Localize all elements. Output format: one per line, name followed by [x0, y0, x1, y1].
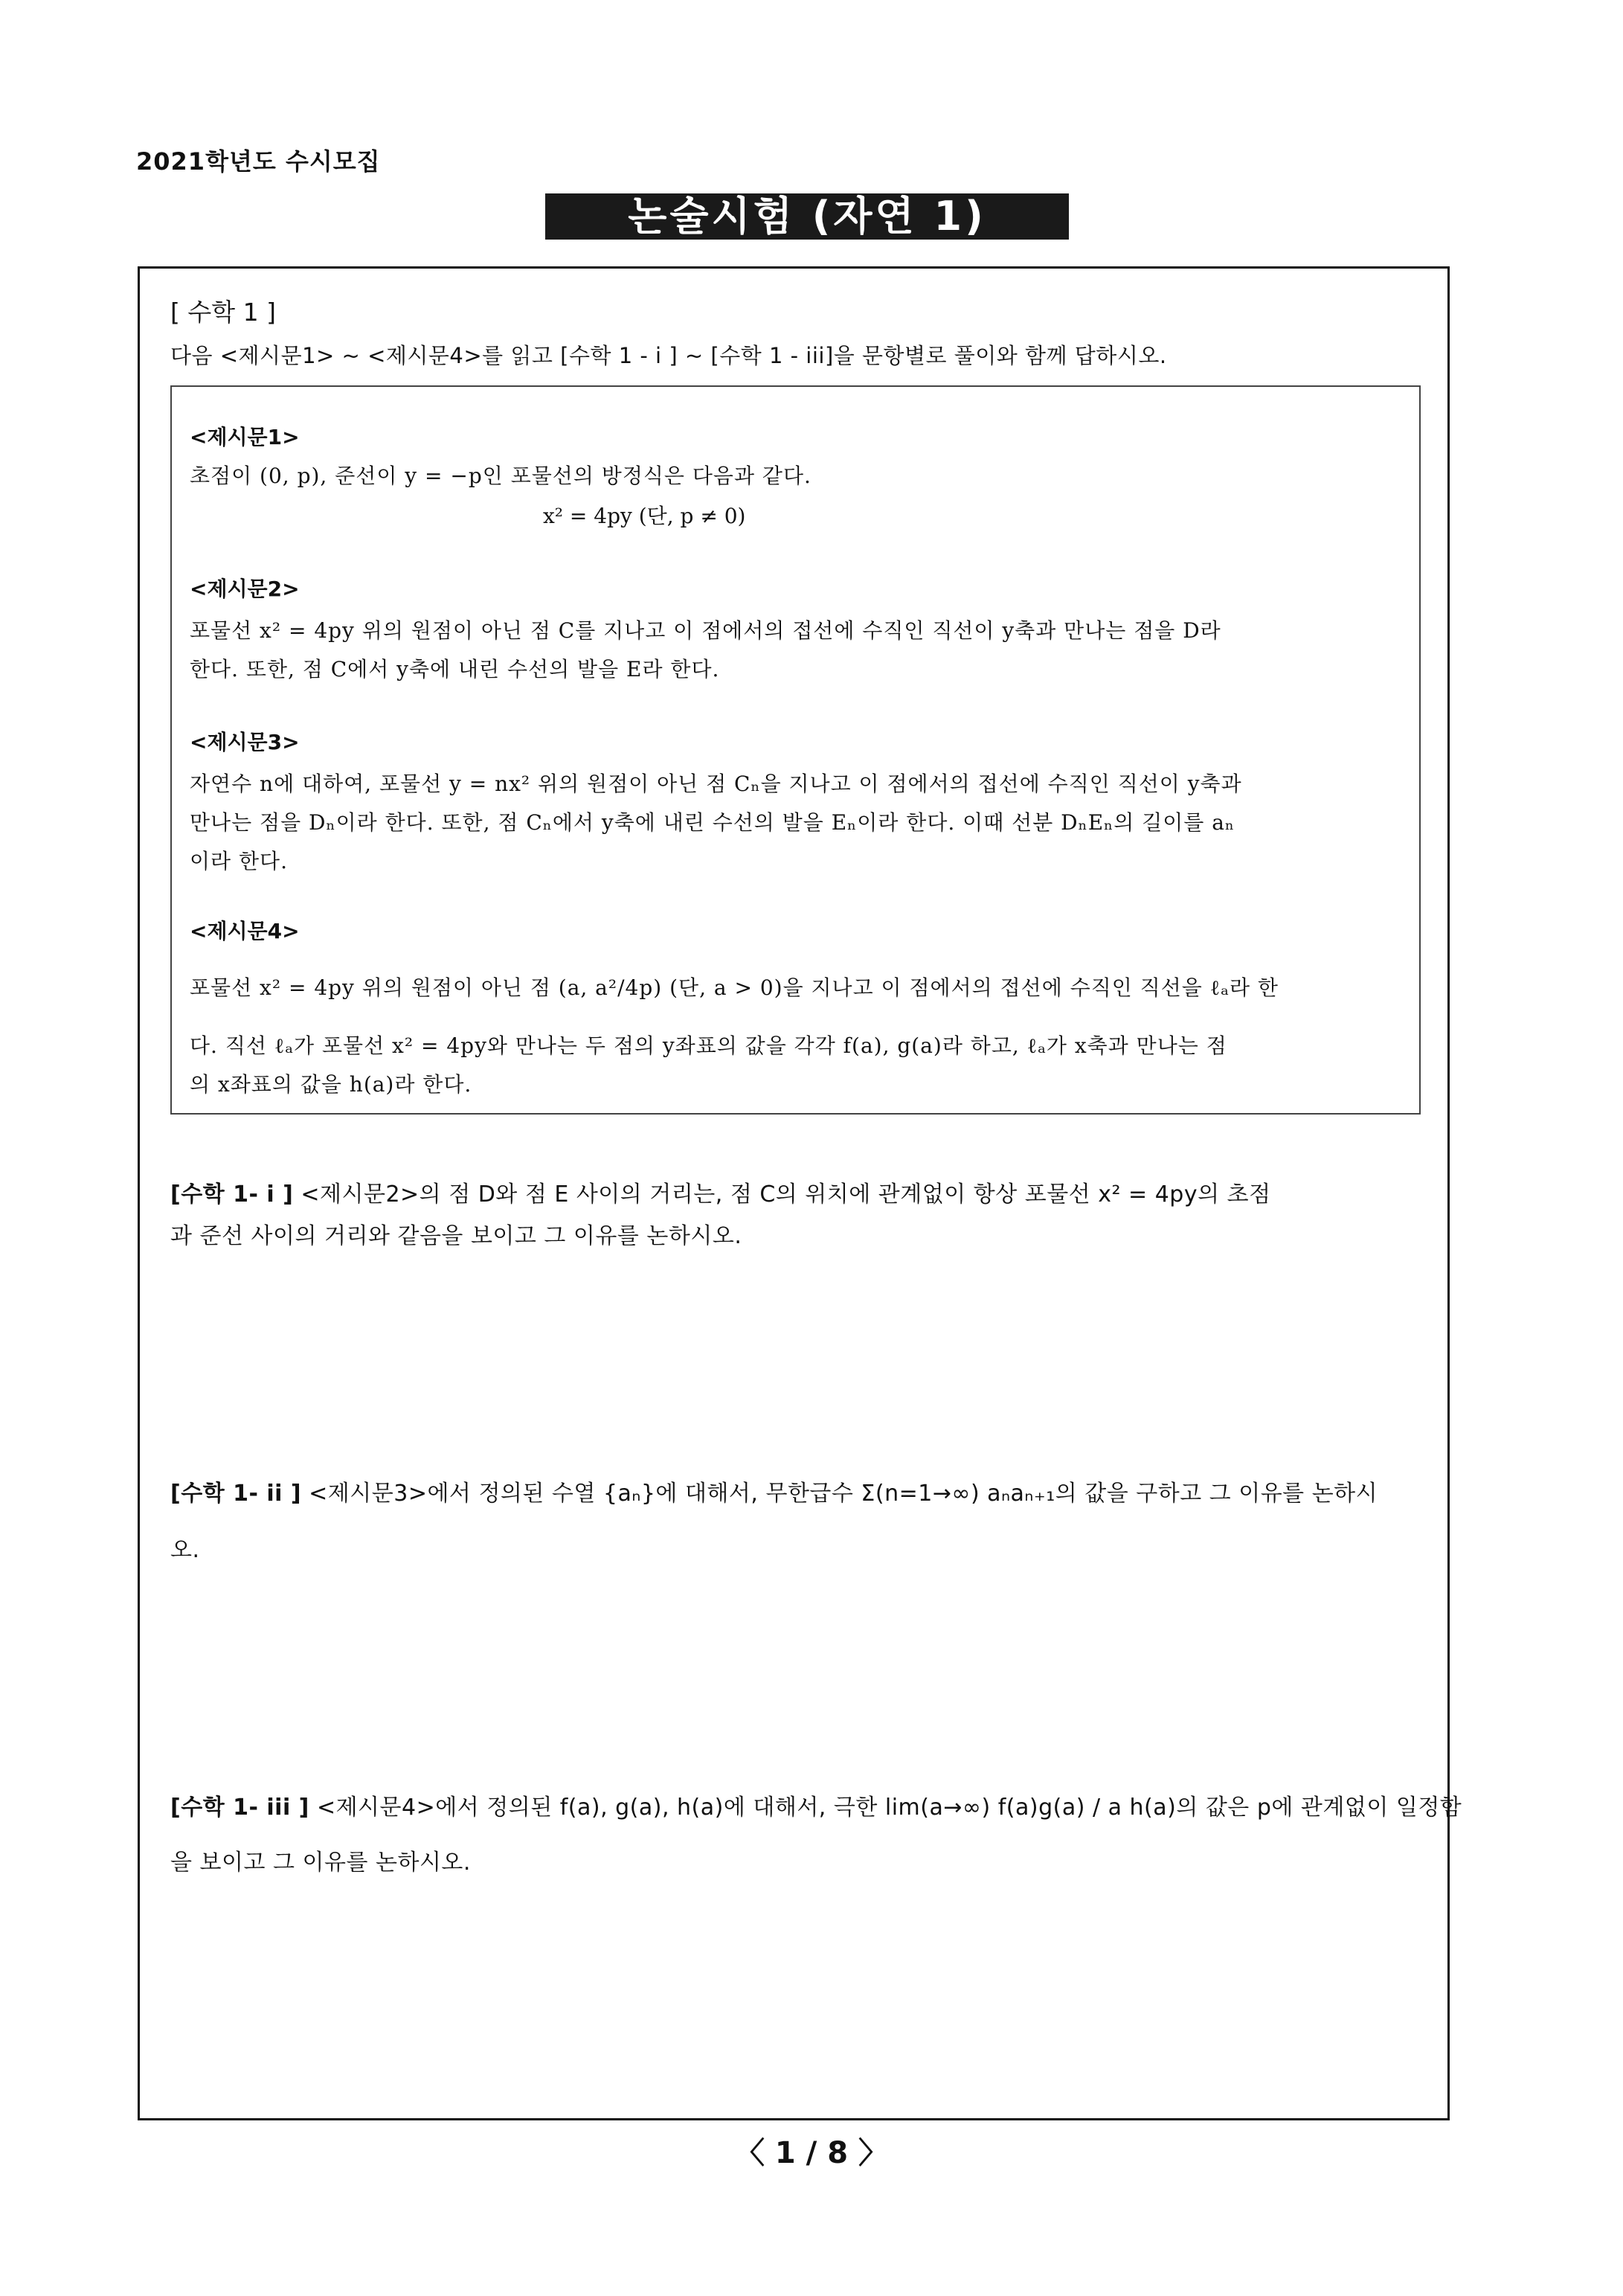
passage-1-title: <제시문1>	[190, 425, 300, 449]
passages-box	[170, 385, 1421, 1115]
exam-title-banner: 논술시험 (자연 1)	[545, 193, 1069, 240]
question-1-ii	[170, 1475, 1378, 1507]
question-text: <제시문2>의 점 D와 점 E 사이의 거리는, 점 C의 위치에 관계없이 항상 포물선 x² = 4py의 초점	[301, 1181, 1271, 1208]
passage-4-title: <제시문4>	[190, 919, 300, 943]
passage-3-line: 이라 한다.	[190, 849, 288, 873]
passage-3-line: 자연수 n에 대하여, 포물선 y = nx² 위의 원점이 아닌 점 Cₙ을 지나고 이 점에서의 접선에 수직인 직선이 y축과	[190, 772, 1242, 796]
question-label: [수학 1- iii ]	[170, 1795, 309, 1821]
question-1-iii-continued: 을 보이고 그 이유를 논하시오.	[170, 1850, 471, 1876]
passage-3-line: 만나는 점을 Dₙ이라 한다. 또한, 점 Cₙ에서 y축에 내린 수선의 발을 Eₙ이라 한다. 이때 선분 DₙEₙ의 길이를 aₙ	[190, 810, 1235, 835]
question-1-i-continued: 과 준선 사이의 거리와 같음을 보이고 그 이유를 논하시오.	[170, 1223, 742, 1249]
instruction-text: 다음 <제시문1> ~ <제시문4>를 읽고 [수학 1 - i ] ~ [수학 1 - iii]을 문항별로 풀이와 함께 답하시오.	[170, 343, 1167, 368]
passage-1-line: 초점이 (0, p), 준선이 y = −p인 포물선의 방정식은 다음과 같다.	[190, 464, 812, 488]
section-label: [ 수학 1 ]	[170, 298, 276, 327]
passage-4-line: 포물선 x² = 4py 위의 원점이 아닌 점 (a, a²/4p) (단, a > 0)을 지나고 이 점에서의 접선에 수직인 직선을 ℓₐ라 한	[190, 975, 1279, 1000]
passage-2-line: 포물선 x² = 4py 위의 원점이 아닌 점 C를 지나고 이 점에서의 접선에 수직인 직선이 y축과 만나는 점을 D라	[190, 618, 1221, 643]
question-text: <제시문3>에서 정의된 수열 {aₙ}에 대해서, 무한급수 Σ(n=1→∞) aₙaₙ₊₁의 값을 구하고 그 이유를 논하시	[309, 1481, 1378, 1507]
passage-1-equation: x² = 4py (단, p ≠ 0)	[543, 504, 746, 528]
exam-year-label: 2021학년도 수시모집	[136, 147, 381, 176]
question-label: [수학 1- i ]	[170, 1181, 294, 1208]
question-1-i	[170, 1176, 1271, 1208]
passage-3-title: <제시문3>	[190, 730, 300, 754]
question-text: <제시문4>에서 정의된 f(a), g(a), h(a)에 대해서, 극한 lim(a→∞) f(a)g(a) / a h(a)의 값은 p에 관계없이 일정함	[316, 1795, 1462, 1821]
question-1-iii	[170, 1789, 1462, 1821]
question-1-ii-continued: 오.	[170, 1537, 200, 1563]
passage-4-line: 의 x좌표의 값을 h(a)라 한다.	[190, 1072, 472, 1097]
passage-4-line: 다. 직선 ℓₐ가 포물선 x² = 4py와 만나는 두 점의 y좌표의 값을 각각 f(a), g(a)라 하고, ℓₐ가 x축과 만나는 점	[190, 1033, 1227, 1058]
question-label: [수학 1- ii ]	[170, 1481, 302, 1507]
passage-2-line: 한다. 또한, 점 C에서 y축에 내린 수선의 발을 E라 한다.	[190, 657, 720, 682]
page-number: 〈 1 / 8 〉	[735, 2136, 888, 2170]
passage-2-title: <제시문2>	[190, 577, 300, 601]
